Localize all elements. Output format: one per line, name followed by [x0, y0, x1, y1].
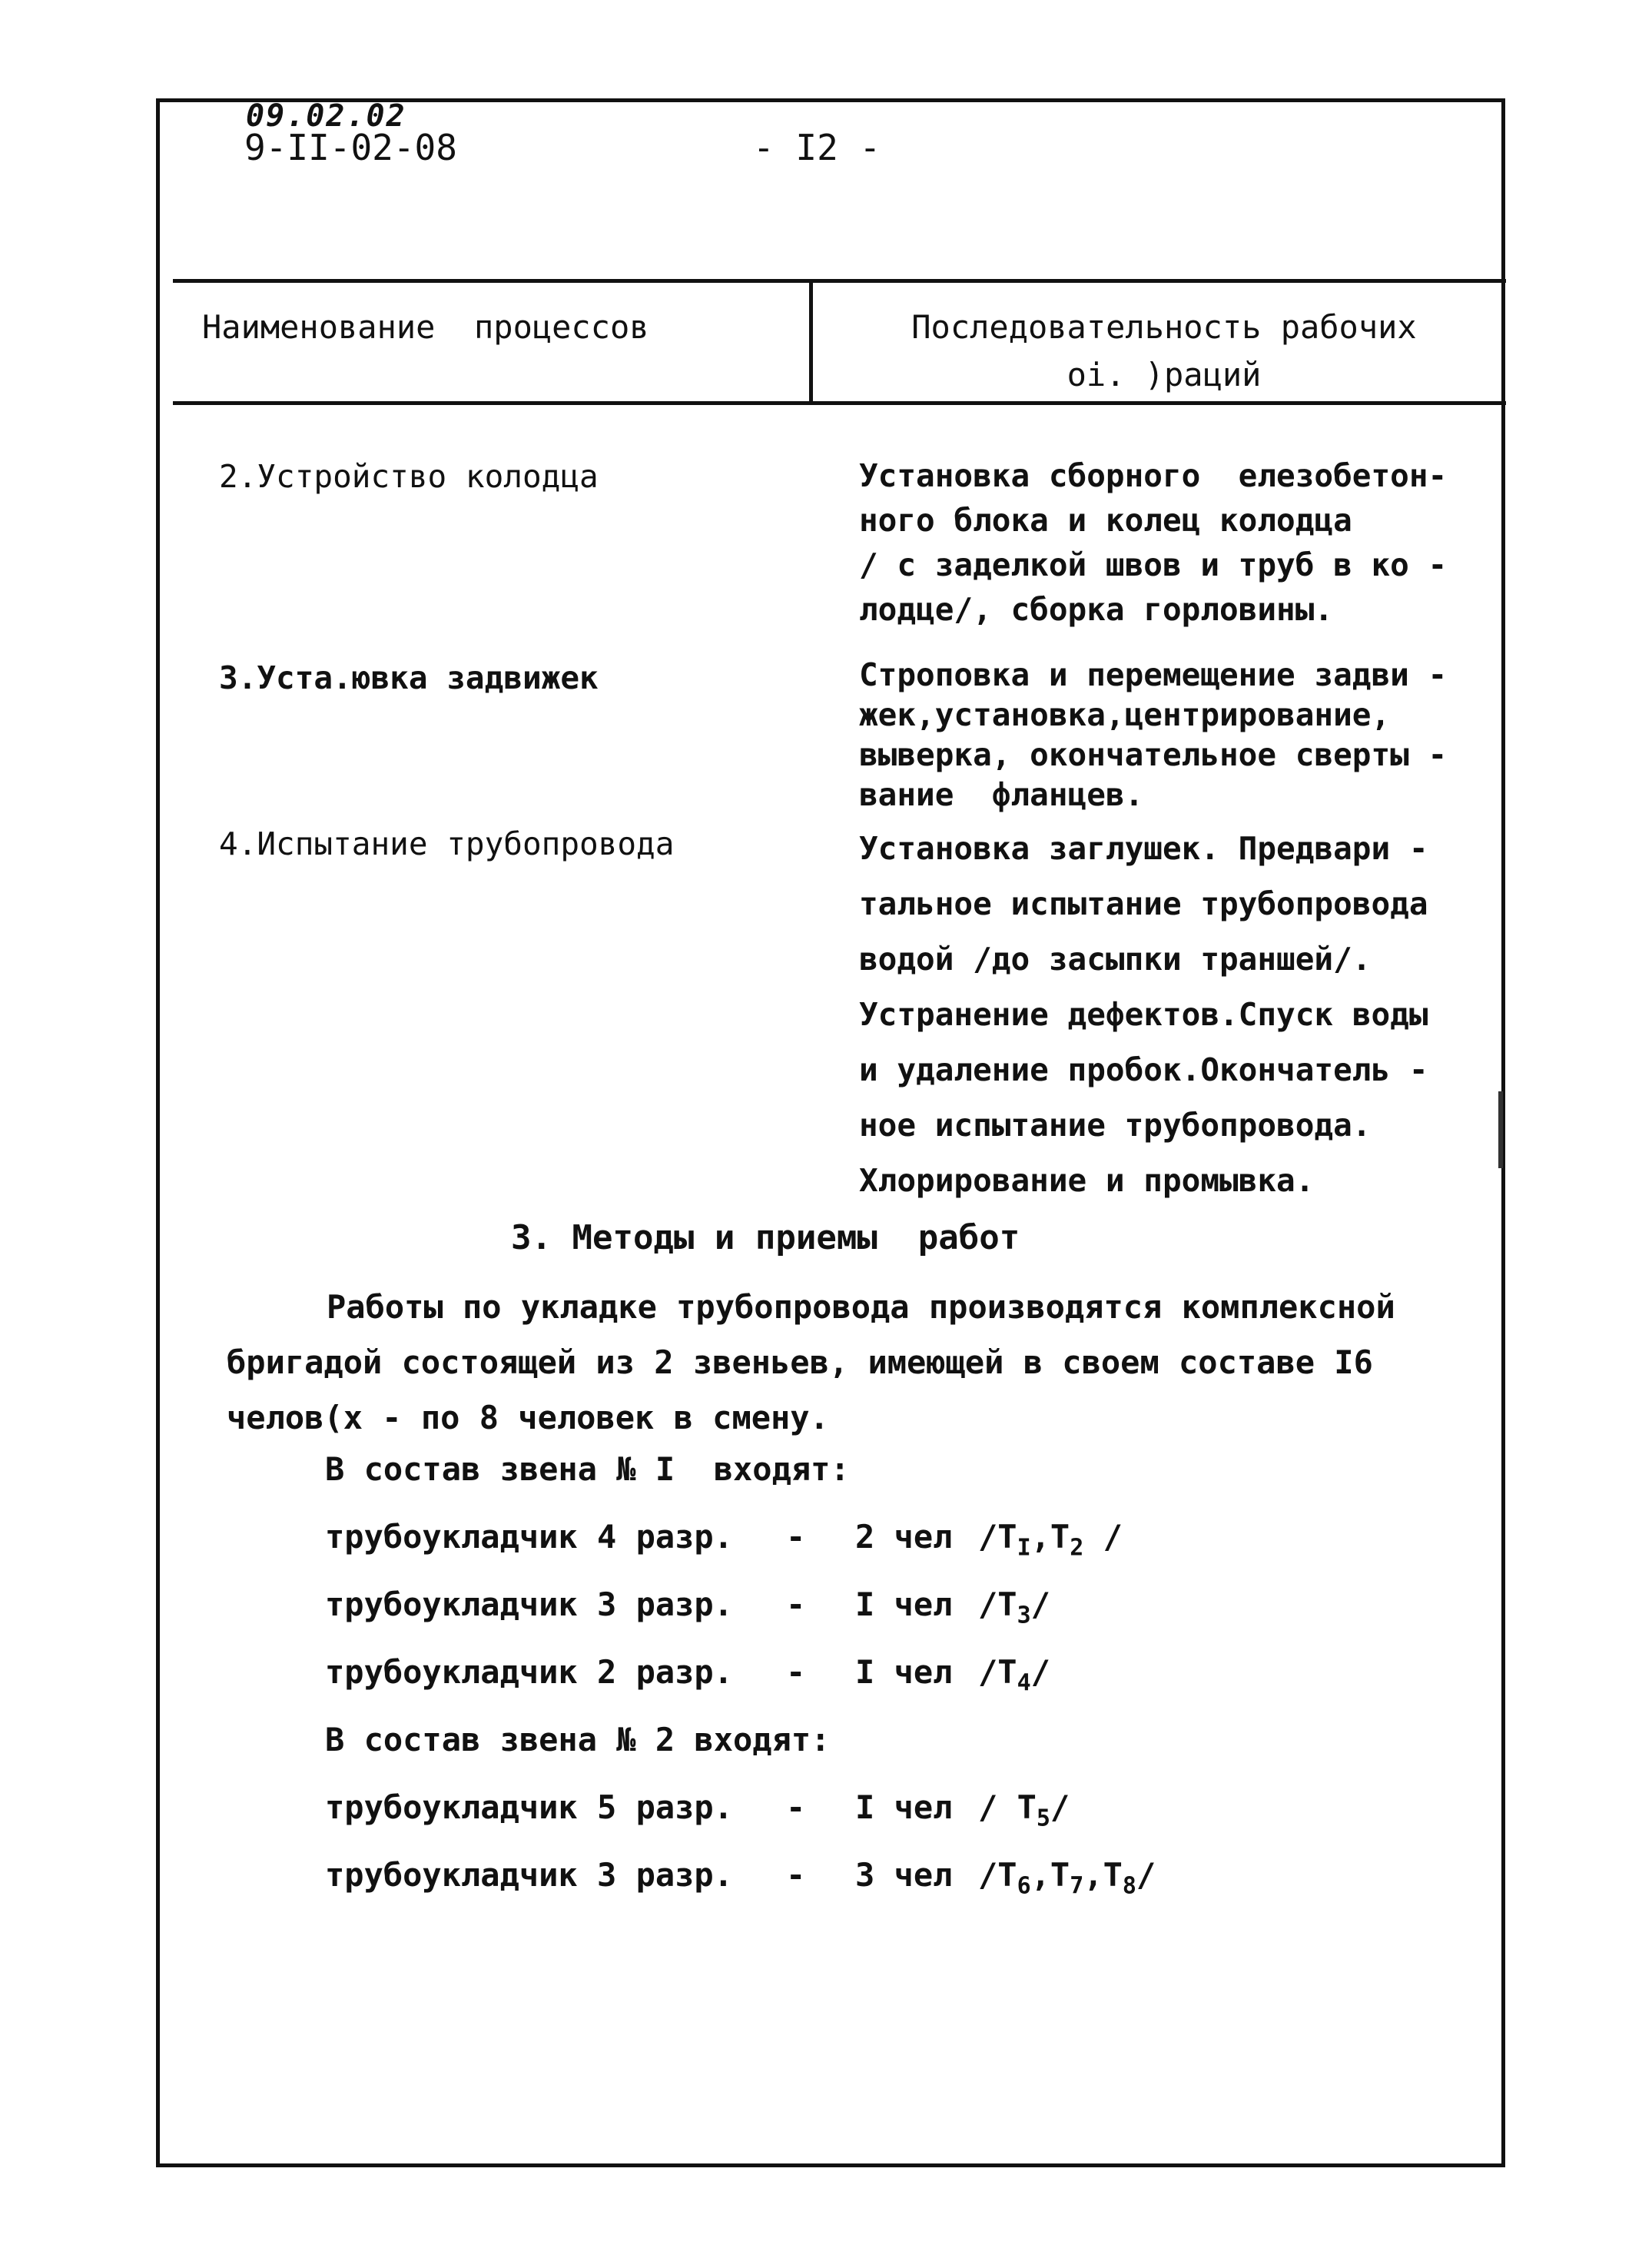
- handwritten-code: 09.02.02: [246, 98, 406, 134]
- operation-line: жек,установка,центрирование,: [859, 696, 1391, 733]
- operation-line: тальное испытание трубопровода: [859, 885, 1428, 922]
- section-title: 3. Методы и приемы работ: [511, 1218, 1020, 1257]
- operation-line: Установка заглушек. Предвари -: [859, 830, 1428, 867]
- process-operations: [859, 453, 1504, 632]
- member-role: трубоукладчик 3 разр.: [325, 1586, 734, 1623]
- team-member-row: [325, 1503, 1156, 1571]
- member-count: 3 чел: [855, 1856, 953, 1894]
- member-count: I чел: [855, 1653, 953, 1691]
- team-members: [325, 1503, 1156, 1706]
- page-number: - I2 -: [753, 127, 881, 168]
- operation-line: лодце/, сборка горловины.: [859, 591, 1334, 628]
- table-column-divider: [809, 279, 813, 405]
- process-name: 3.Уста.ювка задвижек: [219, 659, 599, 696]
- member-codes: $/T_4/$: [978, 1653, 1050, 1697]
- member-dash: -: [786, 1788, 806, 1826]
- operation-line: / с заделкой швов и труб в ко -: [859, 546, 1448, 583]
- operation-line: и удаление пробок.Окончатель -: [859, 1051, 1428, 1088]
- column-header-operations-line1: Последовательность рабочих: [911, 308, 1417, 346]
- member-role: трубоукладчик 2 разр.: [325, 1653, 734, 1691]
- column-header-processes: Наименование процессов: [202, 308, 649, 346]
- document-code: 9-II-02-08: [244, 127, 457, 168]
- member-count: I чел: [855, 1788, 953, 1826]
- team-heading: В состав звена № 2 входят:: [325, 1721, 831, 1758]
- team-member-row: [325, 1571, 1156, 1639]
- team-member-row: [325, 1774, 1156, 1841]
- column-header-operations: [857, 304, 1471, 399]
- member-dash: -: [786, 1586, 806, 1623]
- member-codes: $/T_I,T_2$ /: [978, 1518, 1123, 1562]
- member-codes: $/T_6,T_7,T_8/$: [978, 1856, 1156, 1900]
- operation-line: ное испытание трубопровода.: [859, 1107, 1372, 1144]
- operation-line: Установка сборного елезобетон-: [859, 457, 1448, 494]
- operation-line: выверка, окончательное сверты -: [859, 736, 1448, 773]
- member-role: трубоукладчик 4 разр.: [325, 1518, 734, 1556]
- member-role: трубоукладчик 3 разр.: [325, 1856, 734, 1894]
- member-role: трубоукладчик 5 разр.: [325, 1788, 734, 1826]
- operation-line: Устранение дефектов.Спуск воды: [859, 996, 1428, 1033]
- section-paragraph: Работы по укладке трубопровода производятся комплексной бригадой состоящей из 2 звеньев, имеющей в своем составе I6 челов(х - по 8 человек в смену.: [227, 1288, 1395, 1436]
- team-member-row: [325, 1639, 1156, 1706]
- operation-line: Хлорирование и промывка.: [859, 1162, 1315, 1199]
- process-operations: [859, 821, 1504, 1208]
- edge-mark: [1498, 1091, 1503, 1168]
- column-header-operations-line2: оі. )раций: [1067, 356, 1262, 393]
- table-top-rule: [173, 279, 1506, 283]
- operation-line: водой /до засыпки траншей/.: [859, 941, 1372, 978]
- process-operations: [859, 655, 1504, 815]
- member-codes: $/T_3/$: [978, 1586, 1050, 1629]
- team-heading: В состав звена № I входят:: [325, 1450, 850, 1488]
- process-name: 4.Испытание трубопровода: [219, 825, 675, 862]
- team-member-row: [325, 1841, 1156, 1909]
- table-header-rule: [173, 401, 1506, 405]
- operation-line: Строповка и перемещение задви -: [859, 656, 1448, 693]
- operation-line: вание фланцев.: [859, 776, 1144, 813]
- member-dash: -: [786, 1856, 806, 1894]
- process-name: 2.Устройство колодца: [219, 458, 599, 495]
- team-1-list: [325, 1436, 1156, 1909]
- member-dash: -: [786, 1518, 806, 1556]
- member-dash: -: [786, 1653, 806, 1691]
- team-members: [325, 1774, 1156, 1909]
- member-count: 2 чел: [855, 1518, 953, 1556]
- operation-line: ного блока и колец колодца: [859, 502, 1352, 539]
- member-count: I чел: [855, 1586, 953, 1623]
- member-codes: / $T_5/$: [978, 1788, 1070, 1832]
